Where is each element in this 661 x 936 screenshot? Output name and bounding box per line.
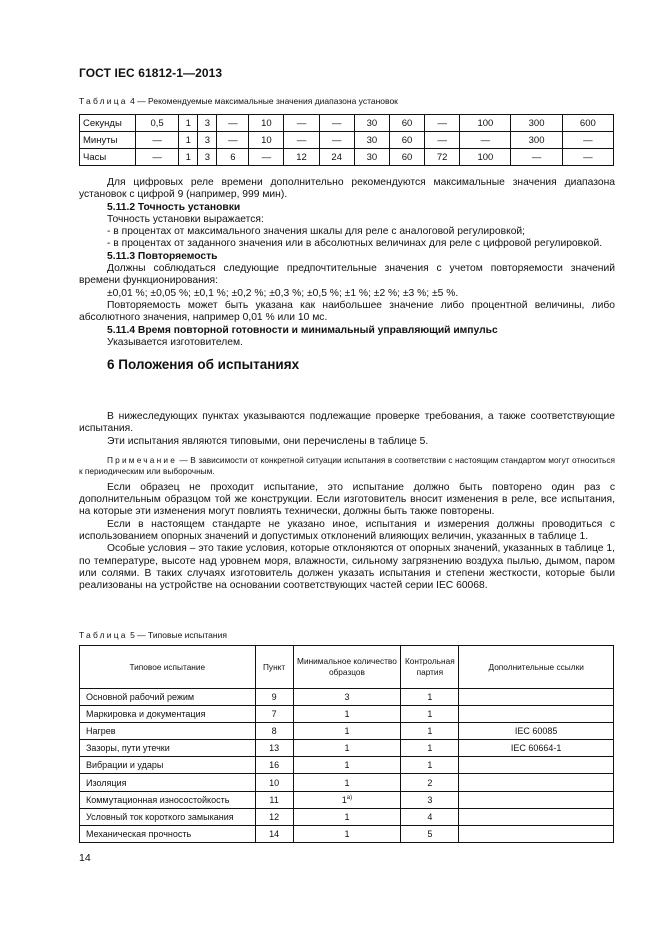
- table4-cell: —: [136, 132, 179, 149]
- table4-row-label: Секунды: [80, 115, 136, 132]
- table4-cell: 300: [511, 132, 562, 149]
- table5-cell: [459, 689, 614, 706]
- table4-cell: 30: [354, 149, 389, 166]
- table5-test-name: Нагрев: [80, 723, 256, 740]
- table4: [79, 114, 614, 166]
- table5-cell: [459, 774, 614, 791]
- table4-cell: —: [511, 149, 562, 166]
- list-item: - в процентах от максимального значения шкалы для реле с аналоговой регулировкой;: [107, 226, 526, 238]
- table5-cell: IEC 60664-1: [459, 740, 614, 757]
- table5-cell: 1: [293, 757, 401, 774]
- table4-cell: —: [217, 115, 249, 132]
- table5-cell: 2: [401, 774, 459, 791]
- table5-test-name: Условный ток короткого замыкания: [80, 808, 256, 825]
- table5-header-row: [80, 646, 614, 689]
- table4-cell: 30: [354, 115, 389, 132]
- subsection-title: 5.11.4 Время повторной готовности и минимальный управляющий импульс: [107, 324, 498, 336]
- subsection-title: 5.11.2 Точность установки: [107, 201, 241, 213]
- section-6-title: 6 Положения об испытаниях: [107, 357, 300, 372]
- table5-cell: 1: [293, 825, 401, 842]
- table5: [79, 645, 614, 843]
- table5-cell: 12: [255, 808, 293, 825]
- table4-caption: [79, 96, 398, 106]
- table5-test-name: Зазоры, пути утечки: [80, 740, 256, 757]
- table5-caption-word: Таблица: [79, 630, 128, 640]
- table4-caption-text: 4 — Рекомендуемые максимальные значения диапазона установок: [127, 96, 398, 106]
- table4-cell: 72: [425, 149, 460, 166]
- table5-cell: 5: [401, 825, 459, 842]
- table5-cell: 1: [401, 689, 459, 706]
- table4-cell: 0,5: [136, 115, 179, 132]
- table4-row: [80, 149, 614, 166]
- table4-cell: 10: [249, 132, 284, 149]
- table5-cell: IEC 60085: [459, 723, 614, 740]
- table4-cell: 600: [562, 115, 613, 132]
- paragraph: В нижеследующих пунктах указываются подлежащие проверке требования, а также соответствующие испытания.: [79, 411, 615, 435]
- table4-cell: —: [562, 132, 613, 149]
- table5-cell: 1: [293, 706, 401, 723]
- table5-row: [80, 774, 614, 791]
- paragraph: ±0,01 %; ±0,05 %; ±0,1 %; ±0,2 %; ±0,3 %; ±0,5 %; ±1 %; ±2 %; ±3 %; ±5 %.: [107, 287, 459, 299]
- table4-cell: 1: [179, 132, 198, 149]
- table5-row: [80, 706, 614, 723]
- table5-cell: 1: [293, 774, 401, 791]
- table5-cell: 1: [293, 740, 401, 757]
- table5-row: [80, 740, 614, 757]
- section-5-11-body: [79, 177, 615, 349]
- table5-header-cell: Минимальное количество образцов: [293, 646, 401, 689]
- paragraph: Повторяемость может быть указана как наибольшее значение либо процентной величины, либо абсолютного значения, например 0,01 % или 10 мс.: [79, 299, 615, 324]
- table5-cell: 3: [401, 791, 459, 808]
- table5-cell: [459, 791, 614, 808]
- note-word: Примечание: [107, 454, 178, 465]
- table4-cell: 10: [249, 115, 284, 132]
- table4-cell: 6: [217, 149, 249, 166]
- table4-cell: 30: [354, 132, 389, 149]
- table5-cell: 3: [293, 689, 401, 706]
- table5-cell: 4: [401, 808, 459, 825]
- table5-header-cell: Дополнительные ссылки: [459, 646, 614, 689]
- table5-caption-text: 5 — Типовые испытания: [127, 630, 227, 640]
- paragraph: Должны соблюдаться следующие предпочтительные значения с учетом повторяемости значений времени функционирования:: [79, 263, 615, 287]
- paragraph: Особые условия – это такие условия, которые отклоняются от опорных значений, указанных в таблице 1, по температуре, высоте над уровнем моря, влажности, сильному загрязнению воздуха пылью, дымом, паром или солями. В таких случаях изготовитель должен указать испытания и степени жесткости, которые были реализованы на устройстве на основании соответствующих частей серии IEC 60068.: [79, 543, 615, 592]
- paragraph: Указывается изготовителем.: [107, 336, 243, 348]
- table4-row-label: Часы: [80, 149, 136, 166]
- table4-cell: 24: [319, 149, 354, 166]
- paragraph: Для цифровых реле времени дополнительно рекомендуются максимальные значения диапазона установок с цифрой 9 (например, 999 мин).: [79, 177, 615, 201]
- table5-test-name: Механическая прочность: [80, 825, 256, 842]
- table4-cell: —: [562, 149, 613, 166]
- note-text: — В зависимости от конкретной ситуации испытания в соответствии с настоящим стандартом могут относиться к периодическим или выборочным.: [79, 454, 615, 476]
- paragraph: Если образец не проходит испытание, это испытание должно быть повторено один раз с дополнительным образцом той же конструкции. Если изготовитель вносит изменения в реле, все испытания, на которые эти изменения могут повлиять технически, должны быть также повторены.: [79, 481, 615, 518]
- table5-cell: 16: [255, 757, 293, 774]
- table4-cell: 300: [511, 115, 562, 132]
- table4-cell: 3: [198, 132, 217, 149]
- table5-cell: 1: [401, 757, 459, 774]
- footnote-marker: а): [346, 794, 353, 801]
- table5-cell: [293, 791, 401, 808]
- table5-cell: 1: [293, 808, 401, 825]
- paragraph: Точность установки выражается:: [107, 213, 264, 225]
- table4-cell: 100: [460, 149, 511, 166]
- table5-cell: 9: [255, 689, 293, 706]
- table5-row: [80, 723, 614, 740]
- table4-cell: 1: [179, 149, 198, 166]
- table5-cell: 14: [255, 825, 293, 842]
- paragraph: Если в настоящем стандарте не указано иное, испытания и измерения должны проводиться с использованием опорных значений и допустимых отклонений влияющих величин, указанных в таблице 1.: [79, 518, 615, 543]
- table4-cell: 60: [389, 149, 424, 166]
- table5-cell: [459, 706, 614, 723]
- document-header: ГОСТ IEC 61812-1—2013: [79, 66, 223, 80]
- table4-cell: —: [249, 149, 284, 166]
- table5-test-name: Вибрации и удары: [80, 757, 256, 774]
- table5-header-cell: Пункт: [255, 646, 293, 689]
- table5-cell: 1: [401, 740, 459, 757]
- table5-test-name: Коммутационная износостойкость: [80, 791, 256, 808]
- table5-row: [80, 825, 614, 842]
- list-item: - в процентах от заданного значения или в абсолютных величинах для реле с цифровой регулировкой.: [107, 238, 603, 250]
- table5-test-name: Изоляция: [80, 774, 256, 791]
- table4-cell: —: [217, 132, 249, 149]
- table5-row: [80, 757, 614, 774]
- table4-cell: —: [425, 115, 460, 132]
- table5-cell: [459, 808, 614, 825]
- paragraph: Эти испытания являются типовыми, они перечислены в таблице 5.: [107, 435, 429, 447]
- note: [79, 455, 615, 477]
- section-6-body: [79, 411, 615, 593]
- table4-cell: —: [284, 132, 319, 149]
- table5-cell: 7: [255, 706, 293, 723]
- table4-cell: 60: [389, 115, 424, 132]
- table5-row: [80, 689, 614, 706]
- page-number: 14: [79, 852, 91, 864]
- table5-body: [80, 689, 614, 843]
- table4-body: [80, 115, 614, 166]
- table4-cell: —: [284, 115, 319, 132]
- table4-row: [80, 115, 614, 132]
- table4-cell: —: [425, 132, 460, 149]
- subsection-title: 5.11.3 Повторяемость: [107, 250, 218, 262]
- table4-cell: 12: [284, 149, 319, 166]
- table4-cell: 3: [198, 115, 217, 132]
- table4-cell: —: [319, 115, 354, 132]
- table4-cell: —: [319, 132, 354, 149]
- table5-header-cell: Типовое испытание: [80, 646, 256, 689]
- table4-cell: 3: [198, 149, 217, 166]
- table5-cell: 10: [255, 774, 293, 791]
- table4-cell: —: [136, 149, 179, 166]
- table5-cell: 11: [255, 791, 293, 808]
- table4-caption-word: Таблица: [79, 96, 128, 106]
- table5-cell: 1: [401, 706, 459, 723]
- table5-test-name: Основной рабочий режим: [80, 689, 256, 706]
- table4-cell: 60: [389, 132, 424, 149]
- table5-header-cell: Контрольная партия: [401, 646, 459, 689]
- table5-row: [80, 791, 614, 808]
- table5-cell-value: 1: [341, 794, 347, 805]
- table5-test-name: Маркировка и документация: [80, 706, 256, 723]
- table5-cell: 13: [255, 740, 293, 757]
- table5-cell: 1: [293, 723, 401, 740]
- table5-cell: 8: [255, 723, 293, 740]
- table5-cell: [459, 825, 614, 842]
- table5-cell: [459, 757, 614, 774]
- table4-cell: —: [460, 132, 511, 149]
- table5-cell: 1: [401, 723, 459, 740]
- table5-caption: [79, 630, 227, 640]
- table4-row: [80, 132, 614, 149]
- table4-cell: 100: [460, 115, 511, 132]
- table5-row: [80, 808, 614, 825]
- table4-row-label: Минуты: [80, 132, 136, 149]
- table4-cell: 1: [179, 115, 198, 132]
